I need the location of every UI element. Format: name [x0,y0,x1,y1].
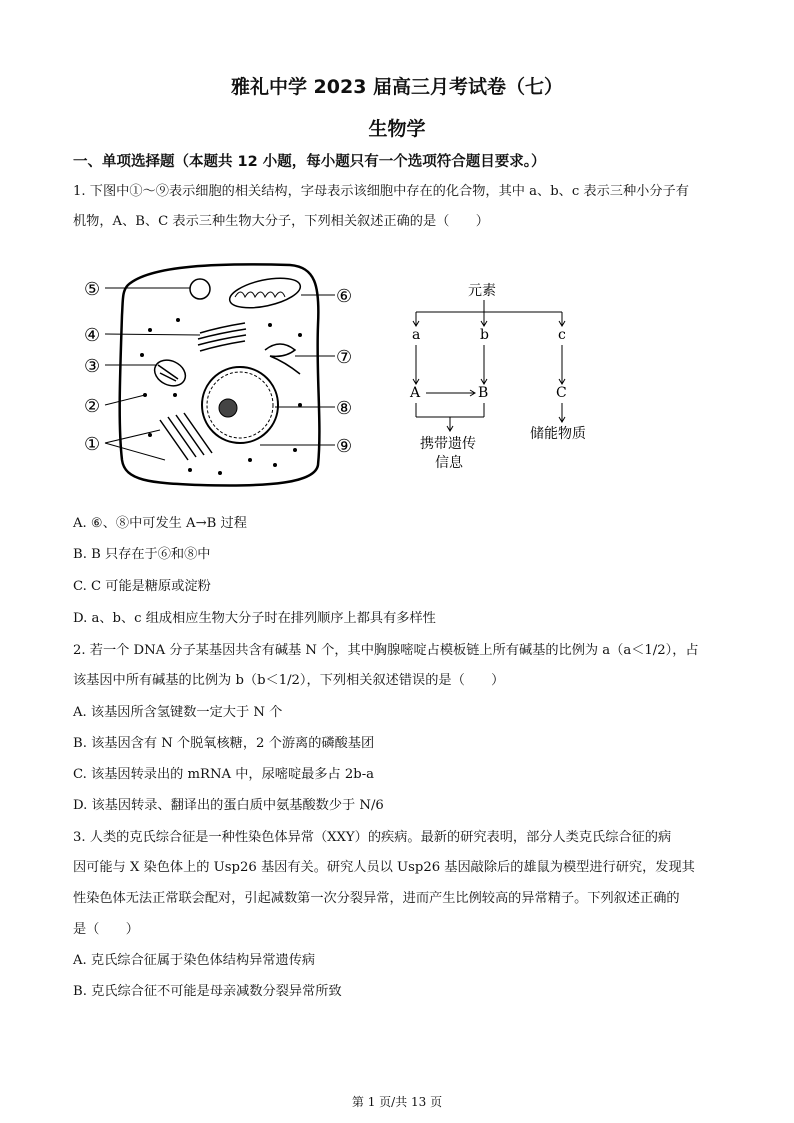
nucleus [202,367,278,443]
label-7: ⑦ [336,347,353,368]
q1-option-b: B. B 只存在于⑥和⑧中 [73,547,211,562]
q1-figure [70,255,630,495]
label-5: ⑤ [84,279,101,300]
label-6: ⑥ [336,286,353,307]
flow-out-right: 储能物质 [530,426,586,442]
q2-option-d: D. 该基因转录、翻译出的蛋白质中氨基酸数少于 N/6 [73,798,384,813]
label-1: ① [84,434,101,455]
golgi-apparatus [198,323,246,351]
q3-stem-line3: 性染色体无法正常联会配对，引起减数第一次分裂异常，进而产生比例较高的异常精子。下列叙述正确的 [73,891,680,906]
q2-option-b: B. 该基因含有 N 个脱氧核糖，2 个游离的磷酸基团 [73,736,375,751]
q1-option-a: A. ⑥、⑧中可发生 A→B 过程 [73,516,247,531]
flow-c: c [558,327,566,343]
label-4: ④ [84,325,101,346]
q1-stem-line1: 1. 下图中①～⑨表示细胞的相关结构，字母表示该细胞中存在的化合物，其中 a、b、c 表示三种小分子有 [73,184,689,199]
flow-A: A [410,385,421,401]
page-footer: 第 1 页/共 13 页 [351,1095,443,1109]
q2-stem-line2: 该基因中所有碱基的比例为 b（b＜1/2），下列相关叙述错误的是（ ） [73,673,505,688]
q2-option-a: A. 该基因所含氢键数一定大于 N 个 [73,705,283,720]
flow-out-left-2: 信息 [435,455,463,471]
label-3: ③ [84,356,101,377]
exam-title: 雅礼中学 2023 届高三月考试卷（七） [230,76,564,98]
subject-title: 生物学 [368,118,426,140]
q2-stem-line1: 2. 若一个 DNA 分子某基因共含有碱基 N 个，其中胸腺嘧啶占模板链上所有碱基的比例为 a（a＜1/2），占 [73,643,699,658]
nucleolus [219,399,237,417]
q3-option-a: A. 克氏综合征属于染色体结构异常遗传病 [73,953,316,968]
q3-option-b: B. 克氏综合征不可能是母亲减数分裂异常所致 [73,984,342,999]
section-heading: 一、单项选择题（本题共 12 小题，每小题只有一个选项符合题目要求。） [73,154,546,170]
q2-option-c: C. 该基因转录出的 mRNA 中，尿嘧啶最多占 2b-a [73,767,375,782]
label-2: ② [84,396,101,417]
q3-stem-line1: 3. 人类的克氏综合征是一种性染色体异常（XXY）的疾病。最新的研究表明，部分人类克氏综合征的病 [73,830,672,845]
label-9: ⑨ [336,436,353,457]
q1-option-d: D. a、b、c 组成相应生物大分子时在排列顺序上都具有多样性 [73,611,436,626]
q3-stem-line4: 是（ ） [73,922,139,937]
flow-C: C [556,385,567,401]
flow-b: b [480,327,489,343]
endoplasmic-reticulum [265,344,300,374]
flow-out-left-1: 携带遗传 [420,436,476,452]
q1-stem-line2: 机物，A、B、C 表示三种生物大分子，下列相关叙述正确的是（ ） [73,214,489,229]
flow-top: 元素 [468,283,496,299]
flow-a: a [412,327,421,343]
organelle-3 [150,355,189,390]
flow-B: B [478,385,489,401]
vesicle [190,279,210,299]
q3-stem-line2: 因可能与 X 染色体上的 Usp26 基因有关。研究人员以 Usp26 基因敲除后的雄鼠为模型进行研究，发现其 [73,860,695,875]
q1-option-c: C. C 可能是糖原或淀粉 [73,579,211,594]
label-8: ⑧ [336,398,353,419]
